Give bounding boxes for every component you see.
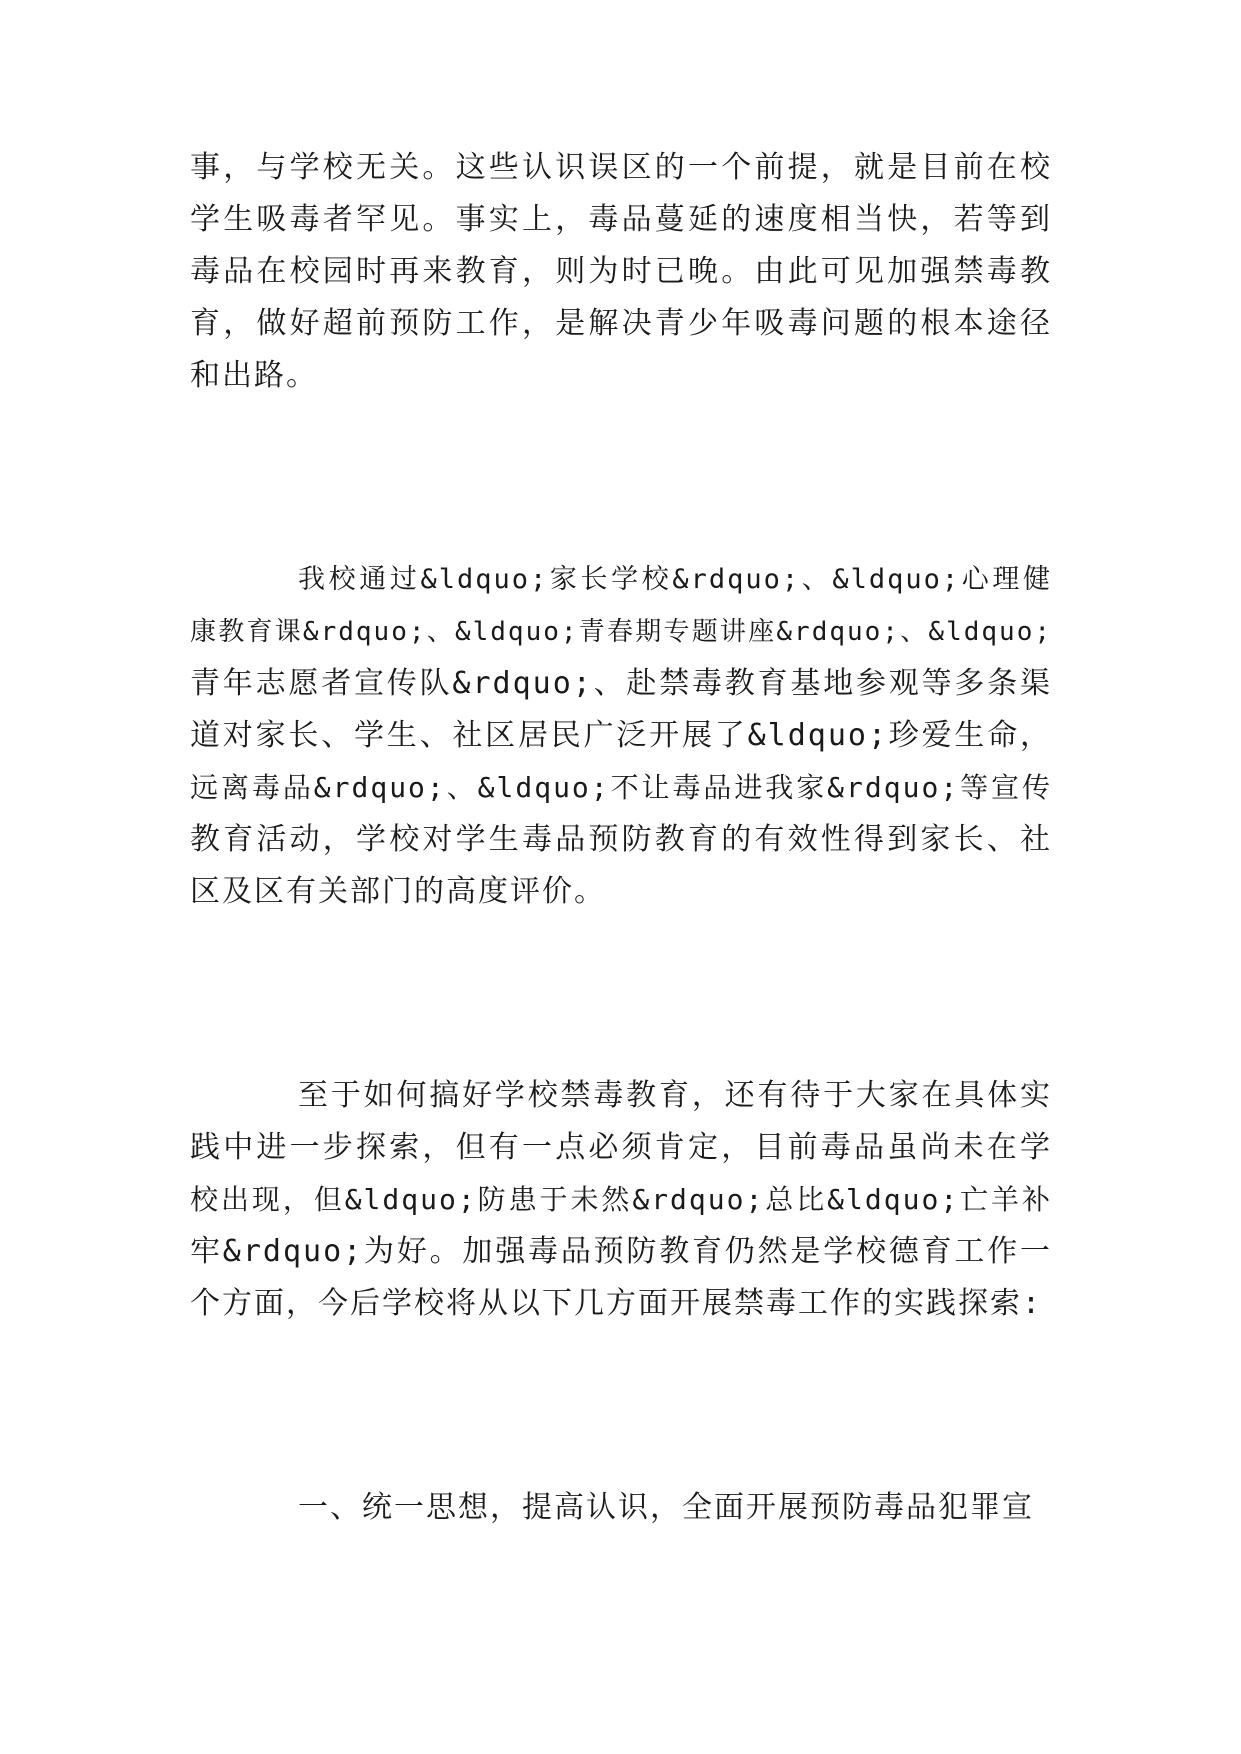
paragraph-2-line-6: 教育活动，学校对学生毒品预防教育的有效性得到家长、社 (190, 822, 1052, 857)
paragraph-1-line-2: 学生吸毒者罕见。事实上，毒品蔓延的速度相当快，若等到 (190, 202, 1052, 237)
paragraph-1-line-3: 毒品在校园时再来教育，则为时已晚。由此可见加强禁毒教 (190, 254, 1052, 289)
paragraph-3-line-2: 践中进一步探索，但有一点必须肯定，目前毒品虽尚未在学 (190, 1130, 1052, 1165)
paragraph-2-line-2: 康教育课&rdquo;、&ldquo;青春期专题讲座&rdquo;、&ldquo; (190, 617, 1052, 647)
paragraph-3-line-4: 牢&rdquo;为好。加强毒品预防教育仍然是学校德育工作一 (190, 1234, 1052, 1269)
paragraph-2-line-3: 青年志愿者宣传队&rdquo;、赴禁毒教育基地参观等多条渠 (190, 666, 1052, 701)
paragraph-1-line-4: 育，做好超前预防工作，是解决青少年吸毒问题的根本途径 (190, 306, 1052, 341)
paragraph-2-line-7: 区及区有关部门的高度评价。 (190, 874, 606, 909)
paragraph-3-line-5: 个方面，今后学校将从以下几方面开展禁毒工作的实践探索: (190, 1286, 1043, 1321)
paragraph-1-line-1: 事，与学校无关。这些认识误区的一个前提，就是目前在校 (190, 150, 1052, 185)
paragraph-2-line-1: 我校通过&ldquo;家长学校&rdquo;、&ldquo;心理健 (298, 564, 1052, 595)
paragraph-2-line-5: 远离毒品&rdquo;、&ldquo;不让毒品进我家&rdquo;等宣传 (190, 771, 1052, 804)
paragraph-3-line-1: 至于如何搞好学校禁毒教育，还有待于大家在具体实 (298, 1078, 1052, 1113)
paragraph-3-line-3: 校出现，但&ldquo;防患于未然&rdquo;总比&ldquo;亡羊补 (190, 1183, 1052, 1216)
paragraph-1-line-5: 和出路。 (190, 358, 318, 393)
section-heading-line-1: 一、统一思想，提高认识，全面开展预防毒品犯罪宣 (298, 1490, 1034, 1525)
paragraph-2-line-4: 道对家长、学生、社区居民广泛开展了&ldquo;珍爱生命， (190, 718, 1052, 753)
